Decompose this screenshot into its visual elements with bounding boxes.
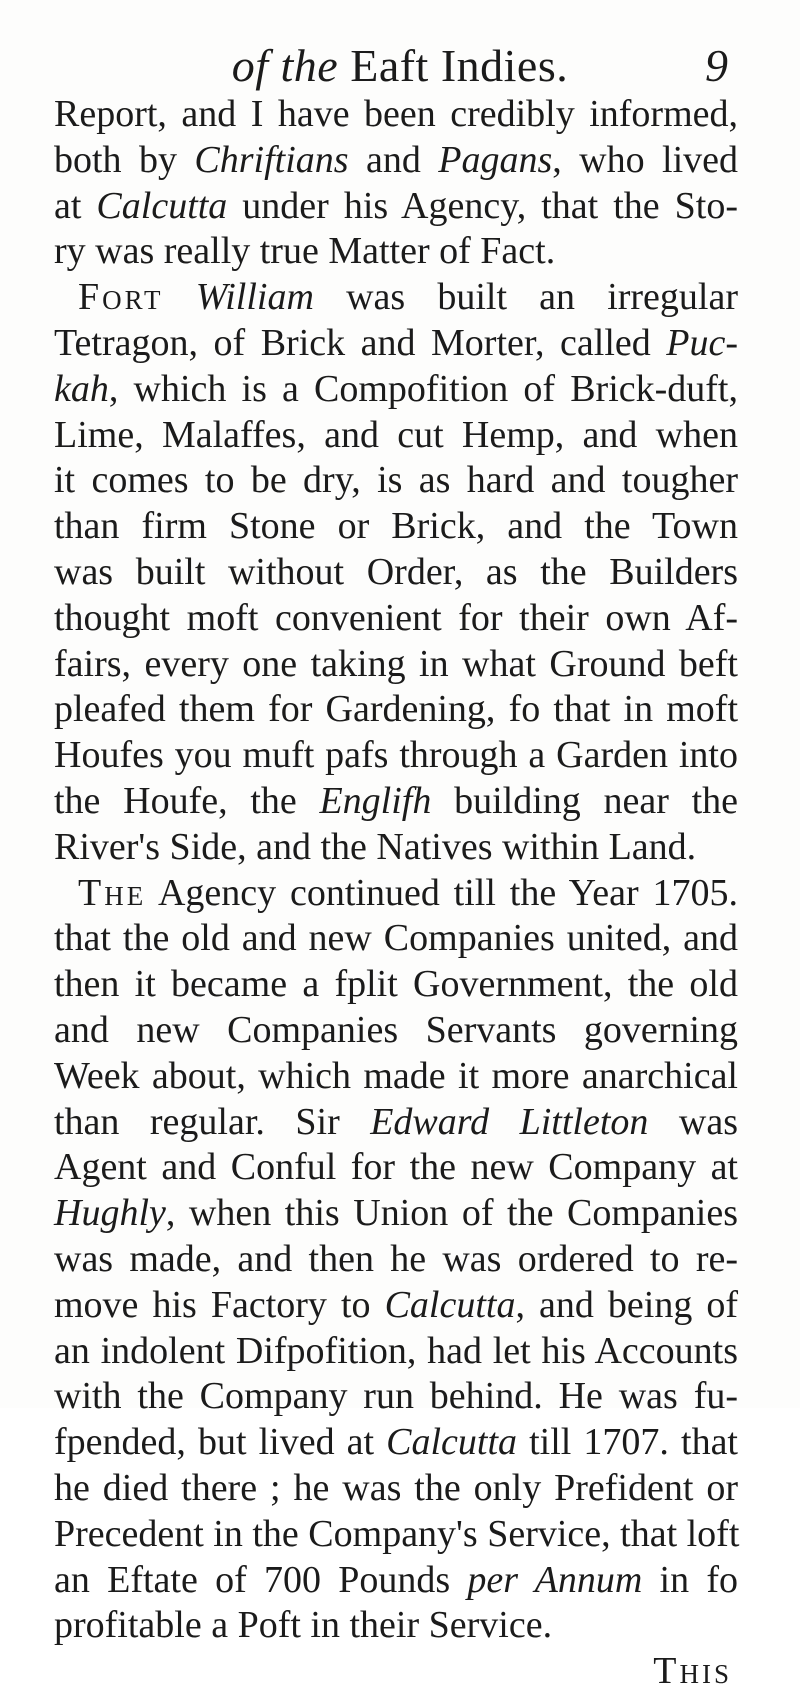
text-line: Agent and Conful for the new Company at [54,1146,738,1189]
running-head-title: Eaft Indies. [350,40,569,91]
text-line: an Eftate of 700 Pounds per Annum in fo [54,1558,738,1601]
text-line: Week about, which made it more anarchical [54,1054,738,1097]
text-line: Fort William was built an irregular [78,276,739,319]
text-line: pleafed them for Gardening, fo that in moft [54,688,738,731]
text-line: profitable a Poft in their Service. [54,1604,553,1647]
text-line: River's Side, and the Natives within Land. [54,825,697,868]
text-line: and new Companies Servants governing [54,1008,738,1051]
text-line: it comes to be dry, is as hard and tougher [54,459,738,502]
page-number: 9 [705,40,728,91]
catchword: This [653,1650,732,1693]
text-line: Hughly, when this Union of the Companies [54,1192,738,1235]
text-line: Report, and I have been credibly informed, [54,93,738,135]
text-line: fairs, every one taking in what Ground beft [54,642,738,685]
text-line: the Houfe, the Englifh building near the [54,779,738,822]
text-line: kah, which is a Compofition of Brick-duft, [54,367,738,410]
text-line: an indolent Difpofition, had let his Accounts [54,1329,738,1372]
text-line: with the Company run behind. He was fu- [54,1375,738,1418]
text-line: than regular. Sir Edward Littleton was [54,1100,738,1143]
text-line: move his Factory to Calcutta, and being of [54,1283,739,1326]
body-text [54,92,738,1695]
text-line: he died there ; he was the only Prefident or [54,1466,738,1509]
running-head-prefix: of the [231,40,339,91]
text-line: The Agency continued till the Year 1705. [78,871,738,914]
text-line: then it became a fplit Government, the old [54,963,738,1006]
text-line: both by Chriftians and Pagans, who lived [54,138,738,181]
text-line: was built without Order, as the Builders [54,550,738,593]
text-line: Tetragon, of Brick and Morter, called Puc- [54,321,738,364]
text-line: Houfes you muft pafs through a Garden into [54,734,738,777]
text-line: at Calcutta under his Agency, that the Sto- [54,184,738,227]
text-line: thought moft convenient for their own Af- [54,596,738,639]
text-line: ry was really true Matter of Fact. [54,230,556,273]
text-line: was made, and then he was ordered to re- [54,1237,738,1280]
text-line: Precedent in the Company's Service, that loft [54,1512,740,1555]
text-line: than firm Stone or Brick, and the Town [54,505,738,548]
text-line: Lime, Malaffes, and cut Hemp, and when [54,413,738,456]
text-line: fpended, but lived at Calcutta till 1707. that [54,1421,738,1464]
page-header [60,36,740,96]
running-head [60,36,740,96]
text-line: that the old and new Companies united, and [54,917,738,960]
